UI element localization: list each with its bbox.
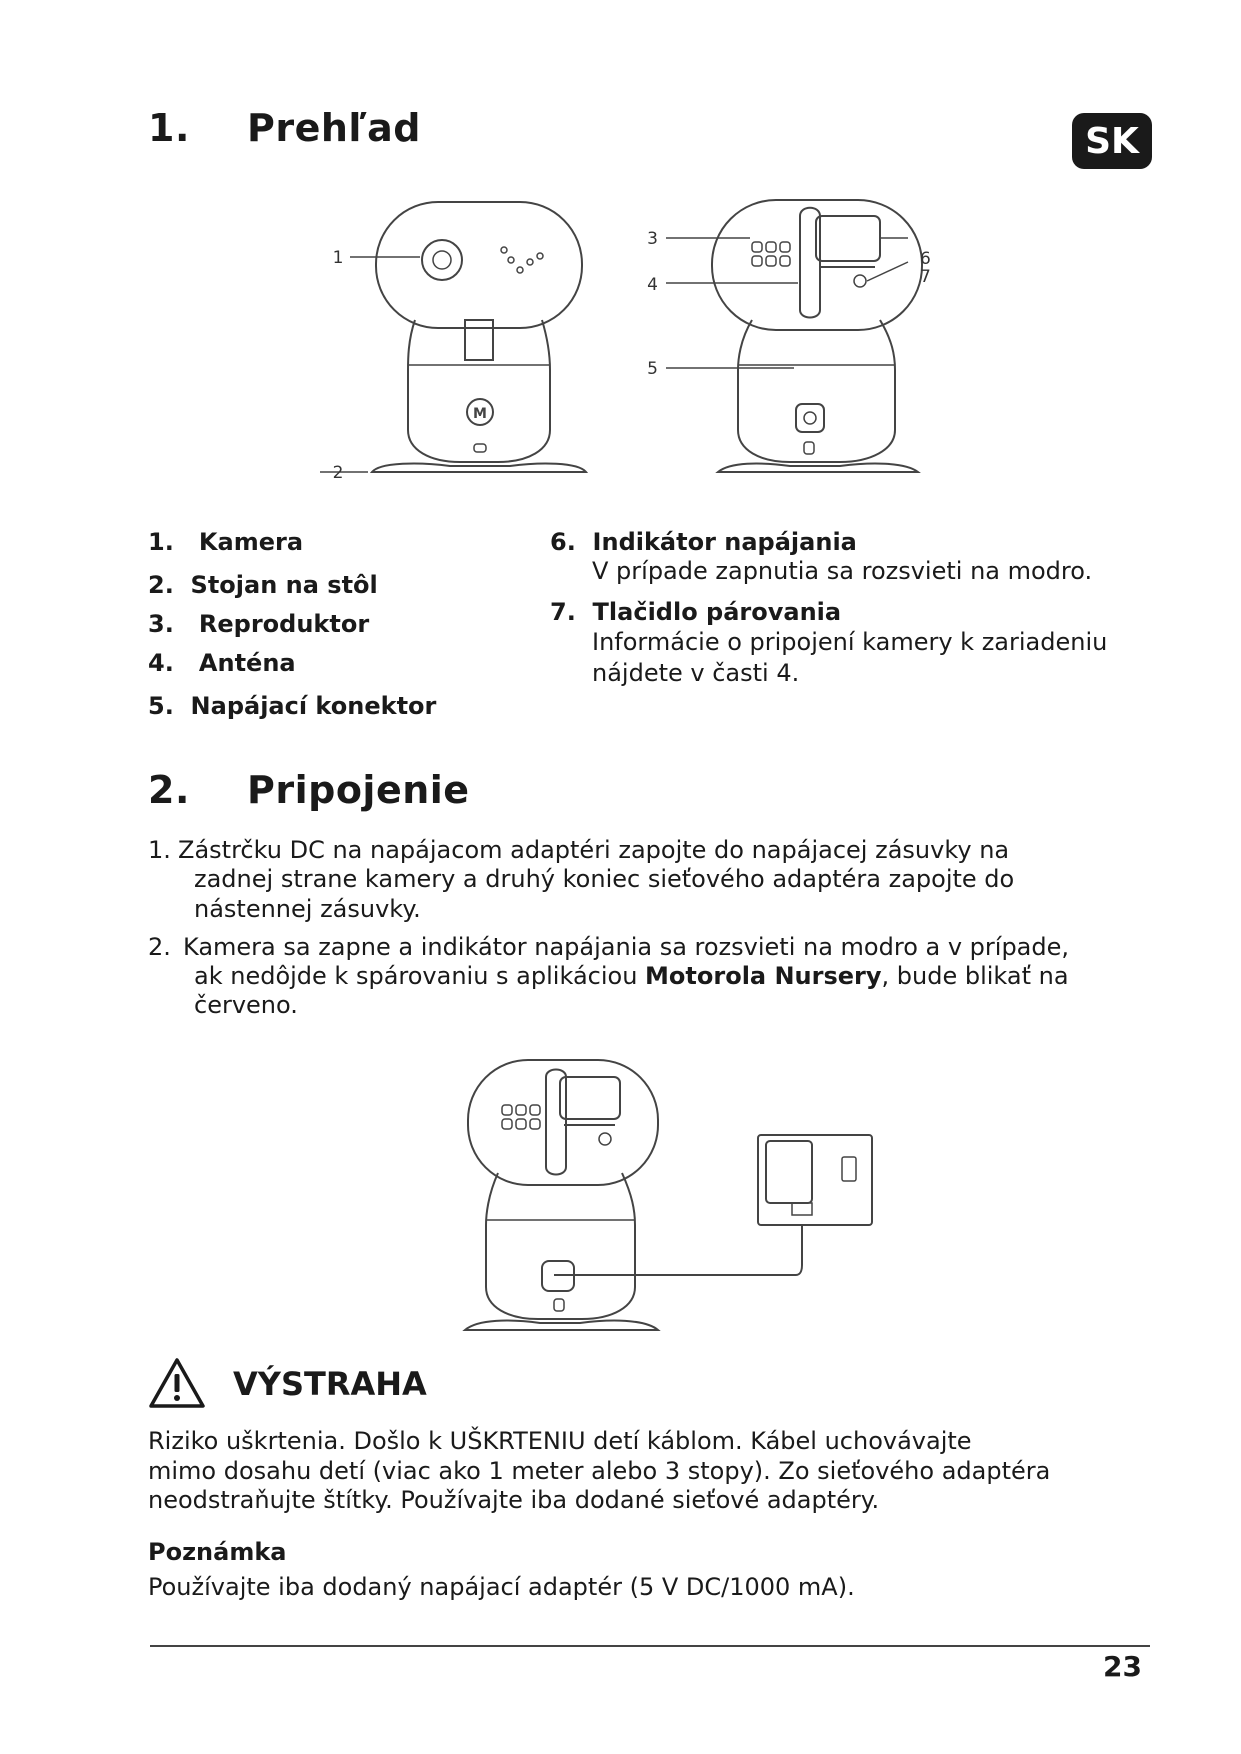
power-connector-port [796,404,824,432]
speaker-holes-icon [752,242,790,266]
camera-front-view [320,202,586,483]
section1-number: 1. [148,106,190,150]
connection-illustration [460,1055,900,1340]
pairing-button-icon [854,275,866,287]
part-item-7: 7. Tlačidlo párovania [550,598,842,626]
warning-triangle-icon [148,1357,206,1409]
callout-4: 4 [647,275,658,295]
part-item-1: 1. Kamera [148,528,304,556]
part-7-description-line1: Informácie o pripojení kamery k zariadeniu [592,628,1108,656]
section2-title: Pripojenie [247,768,470,812]
step1-line1: Zástrčku DC na napájacom adaptéri zapojte do napájacej zásuvky na [178,836,1010,864]
part-item-6: 6. Indikátor napájania [550,528,857,556]
camera-body-back [486,1173,635,1319]
callout-3: 3 [647,229,658,249]
table-stand-back [465,1321,658,1330]
camera-back-view [647,200,931,472]
camera-indicator-dots [501,247,543,273]
callout-1: 1 [332,248,344,268]
language-badge: SK [1072,113,1152,169]
power-cable [576,1225,802,1275]
callout-6: 6 [920,249,931,269]
table-stand [372,464,586,472]
warning-line1: Riziko uškrtenia. Došlo k UŠKRTENIU detí káblom. Kábel uchovávajte [148,1427,972,1455]
part-item-2: 2. Stojan na stôl [148,571,378,599]
callout-2: 2 [332,463,344,483]
pairing-button-icon [599,1133,611,1145]
warning-title: VÝSTRAHA [233,1365,427,1403]
note-title: Poznámka [148,1538,287,1566]
warning-line3: neodstraňujte štítky. Používajte iba dodané sieťové adaptéry. [148,1486,880,1514]
part-7-description-line2: nájdete v časti 4. [592,659,800,687]
step2-line2: ak nedôjde k spárovaniu s aplikáciou Motorola Nursery, bude blikať na [194,962,1069,990]
rear-panel [560,1077,620,1119]
power-adapter [766,1141,812,1203]
svg-text:M: M [473,406,487,422]
part-item-4: 4. Anténa [148,649,296,677]
step1-line2: zadnej strane kamery a druhý koniec sieťového adaptéra zapojte do [194,865,1015,893]
warning-line2: mimo dosahu detí (viac ako 1 meter alebo 3 stopy). Zo sieťového adaptéra [148,1457,1051,1485]
section1-title: Prehľad [247,106,421,150]
note-text: Používajte iba dodaný napájací adaptér (5 V DC/1000 mA). [148,1573,855,1601]
step2-line1: Kamera sa zapne a indikátor napájania sa rozsvieti na modro a v prípade, [183,933,1070,961]
table-stand-back [718,464,918,472]
part-item-3: 3. Reproduktor [148,610,370,638]
rear-panel [816,216,880,261]
step2-number: 2. [148,933,171,961]
outlet-socket [842,1157,856,1181]
step1-number: 1. [148,836,171,864]
part-item-5: 5. Napájací konektor [148,692,437,720]
callout-5: 5 [647,359,658,379]
speaker-holes-icon [502,1105,540,1129]
camera-neck [465,320,493,360]
camera-head-front [376,202,582,328]
page-number: 23 [1103,1650,1142,1683]
camera-body-back [738,320,895,462]
app-name: Motorola Nursery [645,962,882,990]
section2-number: 2. [148,768,190,812]
footer-rule [150,1645,1150,1647]
antenna [546,1070,566,1175]
part-6-description: V prípade zapnutia sa rozsvieti na modro. [592,557,1093,585]
camera-overview-illustration [320,190,960,490]
step2-line3: červeno. [194,991,298,1019]
camera-body-front [408,320,550,462]
camera-lens [422,240,462,280]
step1-line3: nástennej zásuvky. [194,895,421,923]
callout-7: 7 [920,267,931,287]
